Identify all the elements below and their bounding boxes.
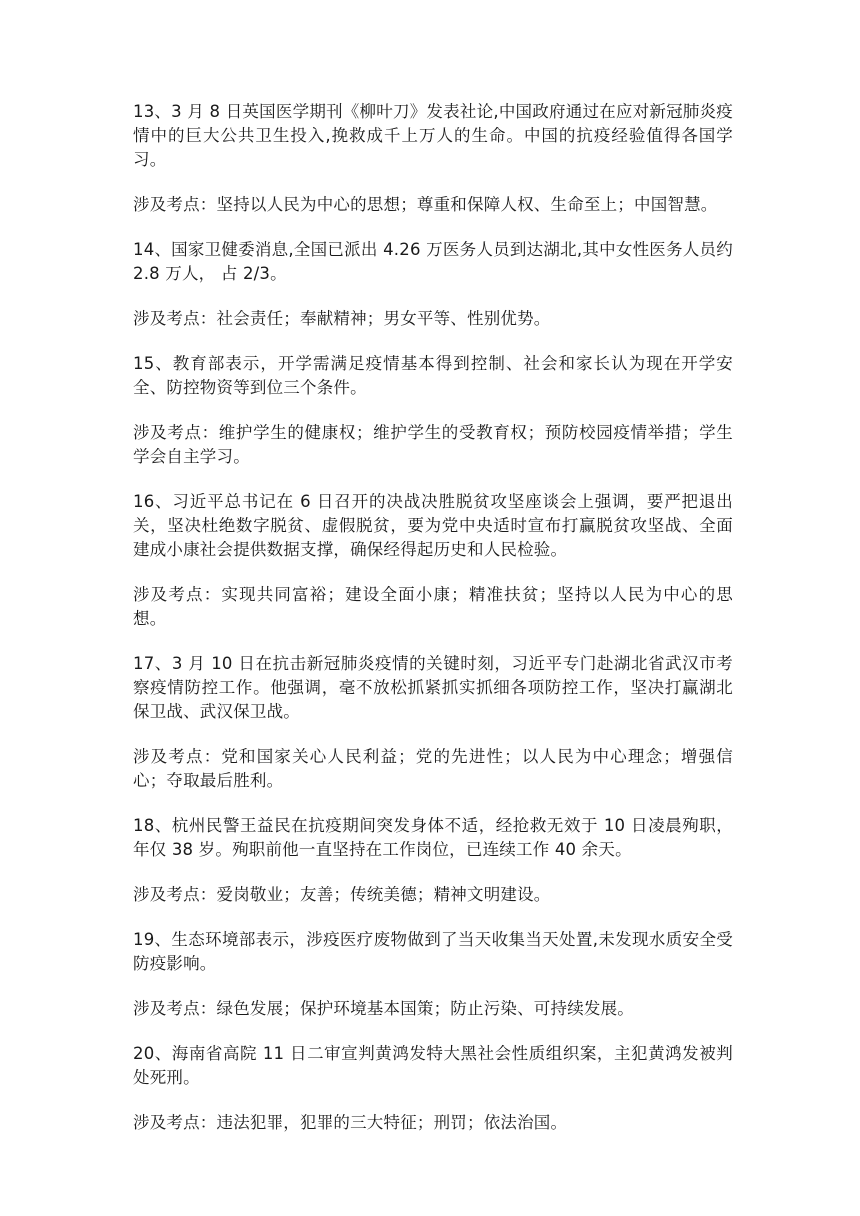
exam-points-14: 涉及考点：社会责任；奉献精神；男女平等、性别优势。 bbox=[133, 309, 551, 328]
exam-points-16: 涉及考点：实现共同富裕；建设全面小康；精准扶贫；坚持以人民为中心的思想。 bbox=[133, 585, 733, 628]
news-item-18: 18、杭州民警王益民在抗疫期间突发身体不适，经抢救无效于 10 日凌晨殉职，年仅 38 岁。殉职前他一直坚持在工作岗位，已连续工作 40 余天。 bbox=[133, 816, 733, 859]
news-item-17: 17、3 月 10 日在抗击新冠肺炎疫情的关键时刻，习近平专门赴湖北省武汉市考察疫情防控工作。他强调，毫不放松抓紧抓实抓细各项防控工作，坚决打赢湖北保卫战、武汉保卫战。 bbox=[133, 654, 733, 721]
news-item-20: 20、海南省高院 11 日二审宣判黄鸿发特大黑社会性质组织案，主犯黄鸿发被判处死刑。 bbox=[133, 1044, 733, 1087]
exam-points-19: 涉及考点：绿色发展；保护环境基本国策；防止污染、可持续发展。 bbox=[133, 999, 634, 1018]
news-item-16: 16、习近平总书记在 6 日召开的决战决胜脱贫攻坚座谈会上强调，要严把退出关，坚决杜绝数字脱贫、虚假脱贫，要为党中央适时宣布打赢脱贫攻坚战、全面建成小康社会提供数据支撑，确保经得起历史和人民检验。 bbox=[133, 492, 733, 559]
document-body bbox=[133, 100, 733, 1156]
exam-points-15: 涉及考点：维护学生的健康权；维护学生的受教育权；预防校园疫情举措；学生学会自主学习。 bbox=[133, 423, 733, 466]
exam-points-20: 涉及考点：违法犯罪，犯罪的三大特征；刑罚；依法治国。 bbox=[133, 1113, 568, 1132]
exam-points-18: 涉及考点：爱岗敬业；友善；传统美德；精神文明建设。 bbox=[133, 885, 551, 904]
news-item-15: 15、教育部表示，开学需满足疫情基本得到控制、社会和家长认为现在开学安全、防控物资等到位三个条件。 bbox=[133, 354, 733, 397]
news-item-13: 13、3 月 8 日英国医学期刊《柳叶刀》发表社论,中国政府通过在应对新冠肺炎疫情中的巨大公共卫生投入,挽救成千上万人的生命。中国的抗疫经验值得各国学习。 bbox=[133, 102, 733, 169]
news-item-19: 19、生态环境部表示，涉疫医疗废物做到了当天收集当天处置,未发现水质安全受防疫影响。 bbox=[133, 930, 733, 973]
exam-points-17: 涉及考点：党和国家关心人民利益；党的先进性；以人民为中心理念；增强信心；夺取最后胜利。 bbox=[133, 747, 733, 790]
exam-points-13: 涉及考点：坚持以人民为中心的思想；尊重和保障人权、生命至上；中国智慧。 bbox=[133, 195, 718, 214]
news-item-14: 14、国家卫健委消息,全国已派出 4.26 万医务人员到达湖北,其中女性医务人员约 2.8 万人， 占 2/3。 bbox=[133, 240, 733, 283]
